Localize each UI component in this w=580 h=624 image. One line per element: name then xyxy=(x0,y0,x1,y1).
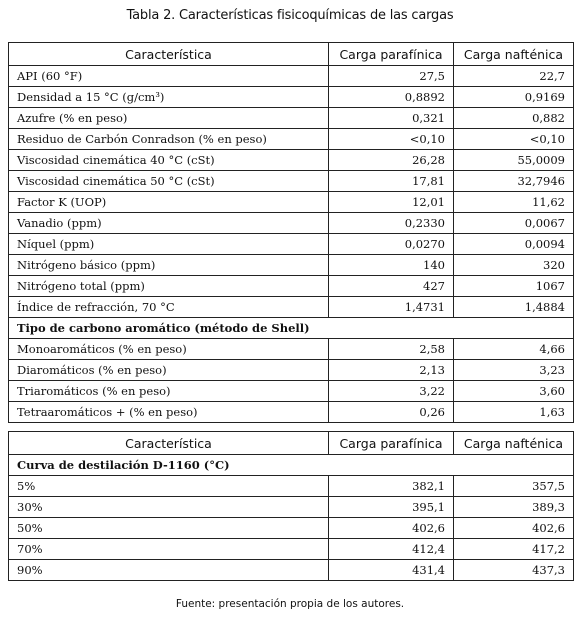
naphthenic-value: 3,60 xyxy=(454,381,574,402)
paraffinic-value: 431,4 xyxy=(329,560,454,581)
naphthenic-value: 22,7 xyxy=(454,66,574,87)
table-row xyxy=(9,497,574,518)
paraffinic-value: 0,26 xyxy=(329,402,454,423)
paraffinic-value: 26,28 xyxy=(329,150,454,171)
table-row xyxy=(9,87,574,108)
naphthenic-value: 3,23 xyxy=(454,360,574,381)
naphthenic-value: 437,3 xyxy=(454,560,574,581)
header-characteristic: Característica xyxy=(9,432,329,455)
paraffinic-value: 402,6 xyxy=(329,518,454,539)
characteristic: Viscosidad cinemática 50 °C (cSt) xyxy=(9,171,329,192)
naphthenic-value: 1,4884 xyxy=(454,297,574,318)
table-row xyxy=(9,276,574,297)
naphthenic-value: 402,6 xyxy=(454,518,574,539)
characteristic: 30% xyxy=(9,497,329,518)
section-row xyxy=(9,318,574,339)
characteristic: Factor K (UOP) xyxy=(9,192,329,213)
characteristic: 50% xyxy=(9,518,329,539)
characteristic: Nitrógeno básico (ppm) xyxy=(9,255,329,276)
table-row xyxy=(9,339,574,360)
naphthenic-value: 0,882 xyxy=(454,108,574,129)
paraffinic-value: 12,01 xyxy=(329,192,454,213)
characteristic: Monoaromáticos (% en peso) xyxy=(9,339,329,360)
characteristic: Nitrógeno total (ppm) xyxy=(9,276,329,297)
header-naphthenic: Carga nafténica xyxy=(454,43,574,66)
paraffinic-value: 3,22 xyxy=(329,381,454,402)
naphthenic-value: 1,63 xyxy=(454,402,574,423)
characteristic: Diaromáticos (% en peso) xyxy=(9,360,329,381)
table-row xyxy=(9,255,574,276)
naphthenic-value: 55,0009 xyxy=(454,150,574,171)
table-row xyxy=(9,66,574,87)
characteristic: 90% xyxy=(9,560,329,581)
naphthenic-value: 4,66 xyxy=(454,339,574,360)
naphthenic-value: 0,0094 xyxy=(454,234,574,255)
header-characteristic: Característica xyxy=(9,43,329,66)
source-note: Fuente: presentación propia de los autores. xyxy=(175,598,405,610)
paraffinic-value: 0,2330 xyxy=(329,213,454,234)
paraffinic-value: 1,4731 xyxy=(329,297,454,318)
paraffinic-value: 382,1 xyxy=(329,476,454,497)
characteristic: 70% xyxy=(9,539,329,560)
naphthenic-value: 1067 xyxy=(454,276,574,297)
paraffinic-value: 2,13 xyxy=(329,360,454,381)
paraffinic-value: 412,4 xyxy=(329,539,454,560)
table-row xyxy=(9,234,574,255)
paraffinic-value: 0,8892 xyxy=(329,87,454,108)
header-paraffinic: Carga parafínica xyxy=(329,432,454,455)
naphthenic-value: 0,0067 xyxy=(454,213,574,234)
header-naphthenic: Carga nafténica xyxy=(454,432,574,455)
header-row xyxy=(9,432,574,455)
table-row xyxy=(9,150,574,171)
characteristic: Índice de refracción, 70 °C xyxy=(9,297,329,318)
naphthenic-value: 11,62 xyxy=(454,192,574,213)
header-row xyxy=(9,43,574,66)
paraffinic-value: 2,58 xyxy=(329,339,454,360)
paraffinic-value: <0,10 xyxy=(329,129,454,150)
section-label: Curva de destilación D-1160 (°C) xyxy=(9,455,574,476)
characteristic: Tetraaromáticos + (% en peso) xyxy=(9,402,329,423)
distillation-table xyxy=(8,431,574,581)
section-row xyxy=(9,455,574,476)
table-row xyxy=(9,297,574,318)
characteristic: Densidad a 15 °C (g/cm³) xyxy=(9,87,329,108)
table-row xyxy=(9,360,574,381)
properties-table xyxy=(8,42,574,423)
characteristic: Vanadio (ppm) xyxy=(9,213,329,234)
table-row xyxy=(9,560,574,581)
paraffinic-value: 427 xyxy=(329,276,454,297)
table-row xyxy=(9,108,574,129)
naphthenic-value: 389,3 xyxy=(454,497,574,518)
table-row xyxy=(9,171,574,192)
header-paraffinic: Carga parafínica xyxy=(329,43,454,66)
paraffinic-value: 27,5 xyxy=(329,66,454,87)
table-row xyxy=(9,192,574,213)
table-row xyxy=(9,381,574,402)
paraffinic-value: 0,321 xyxy=(329,108,454,129)
paraffinic-value: 395,1 xyxy=(329,497,454,518)
table-row xyxy=(9,402,574,423)
naphthenic-value: 357,5 xyxy=(454,476,574,497)
characteristic: API (60 °F) xyxy=(9,66,329,87)
characteristic: Residuo de Carbón Conradson (% en peso) xyxy=(9,129,329,150)
table-row xyxy=(9,129,574,150)
table-row xyxy=(9,539,574,560)
table-row xyxy=(9,518,574,539)
table-title: Tabla 2. Características fisicoquímicas de las cargas xyxy=(126,8,454,23)
characteristic: Azufre (% en peso) xyxy=(9,108,329,129)
naphthenic-value: 32,7946 xyxy=(454,171,574,192)
naphthenic-value: 320 xyxy=(454,255,574,276)
naphthenic-value: <0,10 xyxy=(454,129,574,150)
paraffinic-value: 17,81 xyxy=(329,171,454,192)
characteristic: Triaromáticos (% en peso) xyxy=(9,381,329,402)
characteristic: Níquel (ppm) xyxy=(9,234,329,255)
paraffinic-value: 0,0270 xyxy=(329,234,454,255)
characteristic: 5% xyxy=(9,476,329,497)
naphthenic-value: 417,2 xyxy=(454,539,574,560)
naphthenic-value: 0,9169 xyxy=(454,87,574,108)
section-label: Tipo de carbono aromático (método de Shell) xyxy=(9,318,574,339)
characteristic: Viscosidad cinemática 40 °C (cSt) xyxy=(9,150,329,171)
table-row xyxy=(9,213,574,234)
paraffinic-value: 140 xyxy=(329,255,454,276)
table-row xyxy=(9,476,574,497)
